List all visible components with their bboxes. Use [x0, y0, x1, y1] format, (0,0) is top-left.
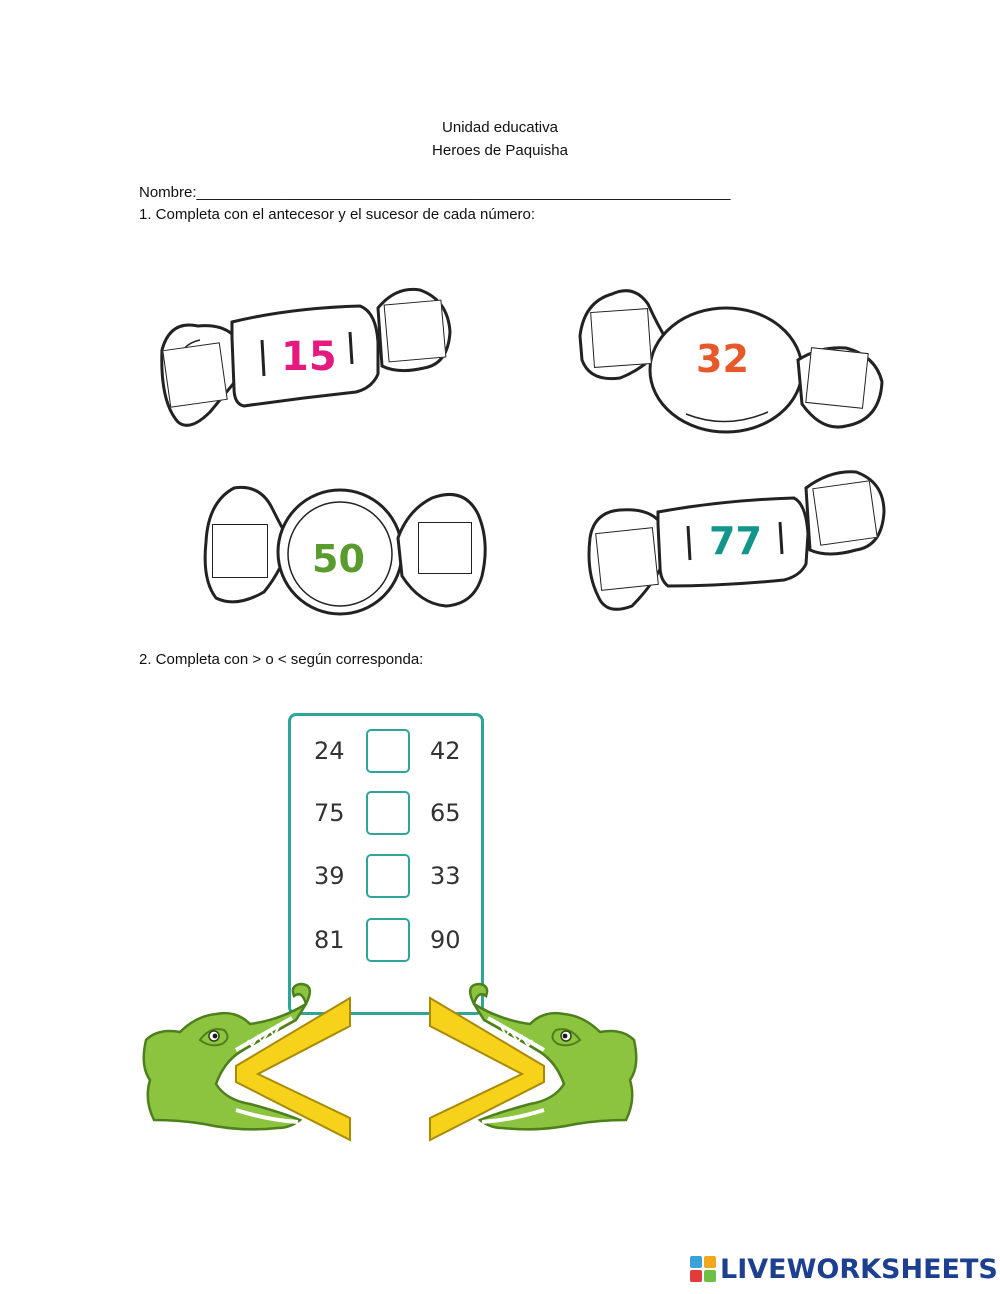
comparison-row: [291, 918, 487, 964]
left-number: 39: [314, 862, 345, 890]
comparison-row: [291, 729, 487, 775]
comparison-answer-box[interactable]: [366, 918, 410, 962]
logo-text: LIVEWORKSHEETS: [720, 1253, 998, 1285]
successor-box[interactable]: [812, 480, 878, 546]
crocodile-illustration: [140, 980, 640, 1150]
exercise2-instruction: 2. Completa con > o < según corresponda:: [139, 651, 424, 668]
school-subtitle: Heroes de Paquisha: [432, 142, 568, 159]
candy-32: [576, 282, 886, 437]
comparison-row: [291, 854, 487, 900]
successor-box[interactable]: [805, 347, 869, 409]
name-label: Nombre:: [139, 184, 197, 201]
candy-number: 15: [281, 334, 337, 380]
right-number: 90: [430, 926, 461, 954]
predecessor-box[interactable]: [212, 524, 268, 578]
comparison-row: [291, 791, 487, 837]
liveworksheets-logo[interactable]: [690, 1254, 998, 1284]
comparison-panel: [288, 713, 484, 1015]
right-number: 65: [430, 799, 461, 827]
predecessor-box[interactable]: [590, 308, 652, 368]
right-number: 42: [430, 737, 461, 765]
left-number: 81: [314, 926, 345, 954]
candy-50: [202, 480, 492, 620]
successor-box[interactable]: [418, 522, 472, 574]
name-blank[interactable]: ________________________________________________________________: [196, 184, 731, 201]
candy-77: [584, 468, 890, 618]
right-number: 33: [430, 862, 461, 890]
exercise1-instruction: 1. Completa con el antecesor y el sucesor de cada número:: [139, 206, 536, 223]
comparison-answer-box[interactable]: [366, 854, 410, 898]
liveworksheets-logo-icon: [690, 1256, 716, 1282]
comparison-answer-box[interactable]: [366, 729, 410, 773]
candy-number: 77: [709, 519, 762, 563]
left-number: 24: [314, 737, 345, 765]
left-number: 75: [314, 799, 345, 827]
name-field[interactable]: [139, 184, 730, 201]
predecessor-box[interactable]: [162, 342, 228, 408]
predecessor-box[interactable]: [595, 527, 659, 591]
candy-number: 50: [312, 537, 365, 581]
candy-15: [150, 282, 460, 442]
comparison-answer-box[interactable]: [366, 791, 410, 835]
candy-number: 32: [696, 337, 749, 381]
successor-box[interactable]: [384, 300, 447, 363]
school-name: Unidad educativa: [442, 119, 558, 136]
